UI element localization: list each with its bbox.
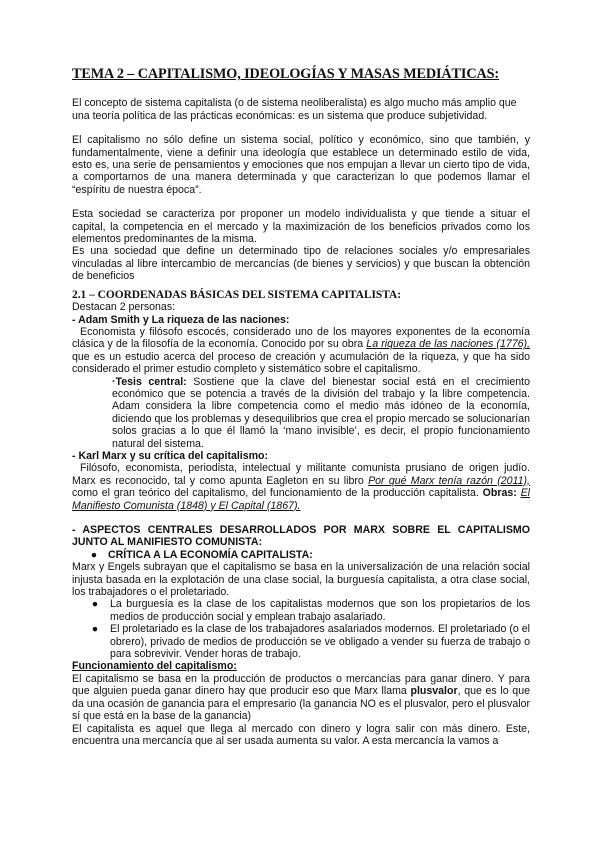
functioning-heading: Funcionamiento del capitalismo: xyxy=(72,660,237,673)
works-list: El Manifiesto Comunista (1848) y El Capital (1867). xyxy=(72,487,530,512)
intro-paragraph-2: El capitalismo no sólo define un sistema social, político y económico, sino que también, y fundamentalmente, viene a definir una ideología que establece un determinado estilo de vida, esto es, una serie de pensamientos y emociones que nos empujan a llevar un cierto tipo de vida, a comportarnos de una manera determinada y que caracterizan lo que podemos llamar el “espíritu de nuestra época”. xyxy=(72,134,530,196)
smith-heading: - Adam Smith y La riqueza de las naciones: xyxy=(72,313,290,326)
thesis-text: Sostiene que la clave del bienestar social está en el crecimiento económico que se potencia a través de la división del trabajo y la libre competencia. Adam considera la libre competencia como el medio más idóneo de la economía, diciendo que los problemas y desequilibrios que crea el propio mercado se solucionarían solos gracias a lo que él llamó la ‘mano invisible’, es decir, el propio funcionamiento natural del sistema. xyxy=(112,375,530,450)
functioning-paragraph-1 xyxy=(72,673,530,723)
thesis-label: ·Tesis central: xyxy=(112,375,187,388)
marx-book-title: Por qué Marx tenía razón (2011), xyxy=(368,474,530,487)
list-item-text: El proletariado es la clase de los trabajadores asalariados modernos. El proletariado (o el obrero), privado de medios de producción se ve obligado a vender su fuerza de trabajo o para sobrevivir. Vender horas de trabajo. xyxy=(110,623,530,661)
smith-bio-text-end: que es un estudio acerca del proceso de creación y acumulación de la riqueza, y que ha sido considerado el primer estudio completo y sistemático sobre el capitalismo. xyxy=(72,350,530,376)
document-page xyxy=(72,68,530,747)
section-heading-2-1: 2.1 – COORDENADAS BÁSICAS DEL SISTEMA CAPITALISTA: xyxy=(72,288,402,301)
marx-bio-text: Filósofo, economista, periodista, intelectual y militante comunista prusiano de origen judío. Marx es reconocido, tal y como apunta Eagleton en su libro xyxy=(72,462,530,487)
functioning-paragraph-2: El capitalista es aquel que llega al mercado con dinero y logra salir con más dinero. Este, encuentra una mercancía que al ser usada aumenta su valor. A esta mercancía la vamos a xyxy=(72,722,530,747)
page-title: TEMA 2 – CAPITALISMO, IDEOLOGÍAS Y MASAS MEDIÁTICAS: xyxy=(72,66,500,82)
smith-bio-text: Economista y filósofo escocés, considerado uno de los mayores exponentes de la economía clásica y de la filosofía de la economía. Conocido por su obra xyxy=(72,325,530,351)
functioning-text: El capitalismo se basa en la producción de productos o mercancías para ganar dinero. Y para que alguien pueda ganar dinero hay que producir eso que Marx llama xyxy=(72,672,530,698)
aspects-paragraph: Marx y Engels subrayan que el capitalismo se basa en la universalización de una relación social injusta basada en la explotación de una clase social, la burguesía capitalista, a otra clase social, los trabajadores o el proletariado. xyxy=(72,561,530,599)
marx-bio xyxy=(72,462,530,512)
marx-heading: - Karl Marx y su crítica del capitalismo: xyxy=(72,449,269,462)
list-item xyxy=(80,598,530,623)
class-list xyxy=(80,598,530,660)
aspects-heading: - ASPECTOS CENTRALES DESARROLLADOS POR MARX SOBRE EL CAPITALISMO JUNTO AL MANIFIESTO COMUNISTA: xyxy=(72,524,530,549)
marx-bio-text-end: como el gran teórico del capitalismo, del funcionamiento de la producción capitalista. xyxy=(72,487,483,500)
list-item xyxy=(80,623,530,660)
bullet-icon: ● xyxy=(91,623,99,636)
list-item-text: La burguesía es la clase de los capitalistas modernos que son los propietarios de los medios de producción social y emplean trabajo asalariado. xyxy=(110,598,530,623)
bullet-icon: ● xyxy=(90,548,98,561)
critique-bullet xyxy=(80,549,530,561)
smith-bio xyxy=(72,326,530,376)
intro-paragraph-3: Esta sociedad se caracteriza por proponer un modelo individualista y que tiende a situar el capital, la competencia en el mercado y la maximización de los beneficios privados como los elementos predominantes de la misma. xyxy=(72,208,530,246)
smith-work-title: La riqueza de las naciones (1776), xyxy=(366,338,531,351)
intro-paragraph-4: Es una sociedad que define un determinado tipo de relaciones sociales y/o empresariales vinculadas al libre intercambio de mercancías (de bienes y servicios) y que buscan la obtención de beneficios xyxy=(72,245,530,283)
smith-thesis xyxy=(72,376,530,450)
section-lead: Destacan 2 personas: xyxy=(72,301,176,314)
works-label: Obras: xyxy=(482,487,517,500)
critique-heading: CRÍTICA A LA ECONOMÍA CAPITALISTA: xyxy=(108,548,313,561)
intro-paragraph-1: El concepto de sistema capitalista (o de sistema neoliberalista) es algo mucho más amplio que una teoría política de las prácticas económicas: es un sistema que produce subjetividad. xyxy=(72,97,517,122)
plusvalor-term: plusvalor xyxy=(410,685,458,698)
functioning-text-end: , que es lo que da una ocasión de ganancia para el empresario (la ganancia NO es el plusvalor, pero el plusvalor sí que está en la base de la ganancia) xyxy=(72,685,530,723)
bullet-icon: ● xyxy=(91,598,99,611)
